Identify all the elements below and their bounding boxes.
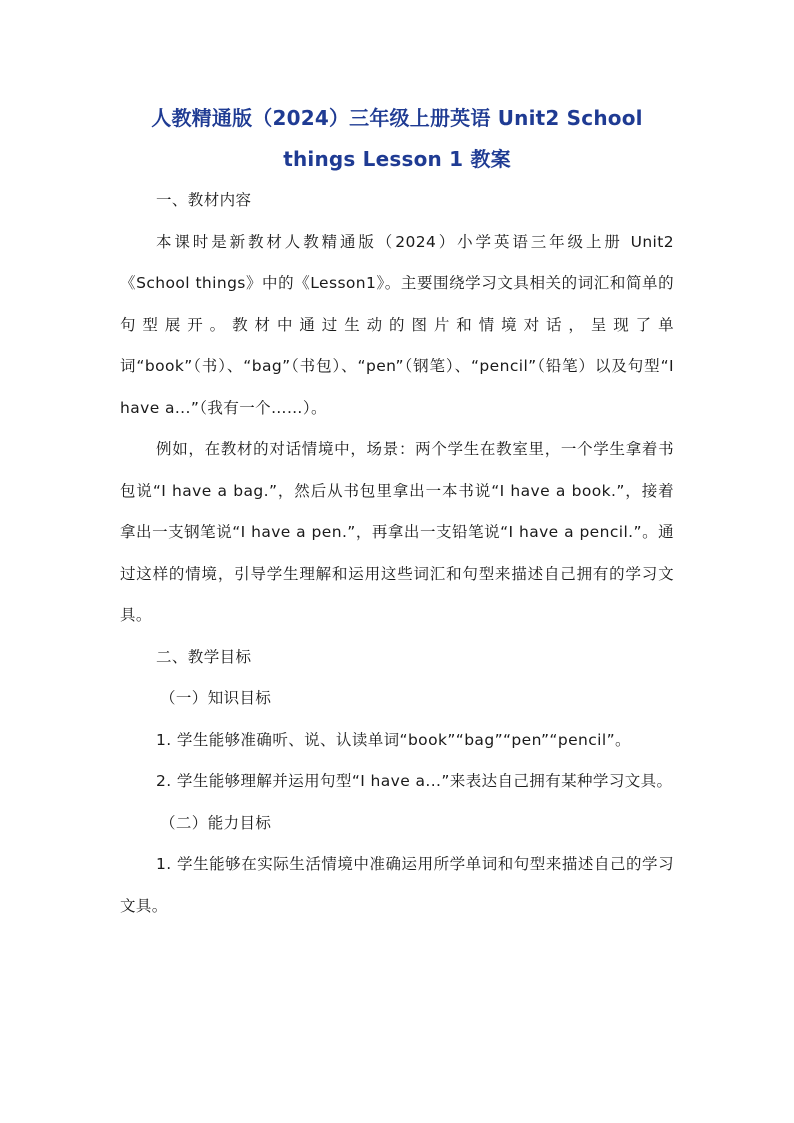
document-page bbox=[120, 98, 674, 927]
paragraph-dialogue-example: 例如，在教材的对话情境中，场景：两个学生在教室里，一个学生拿着书包说“I have a bag.”，然后从书包里拿出一本书说“I have a book.”，接着拿出一支钢笔说“I have a pen.”，再拿出一支铅笔说“I have a pencil.”。通过这样的情境，引导学生理解和运用这些词汇和句型来描述自己拥有的学习文具。 bbox=[120, 440, 674, 624]
goal-item-1: 1. 学生能够准确听、说、认读单词“book”“bag”“pen”“pencil”。 bbox=[156, 730, 631, 749]
document-title: 人教精通版（2024）三年级上册英语 Unit2 School things Lesson 1 教案 bbox=[151, 106, 643, 171]
section-heading-teaching-content: 一、教材内容 bbox=[156, 191, 252, 209]
goal-item-2: 2. 学生能够理解并运用句型“I have a...”来表达自己拥有某种学习文具。 bbox=[156, 772, 673, 790]
subheading-knowledge-goals: （一）知识目标 bbox=[160, 689, 272, 707]
section-heading-teaching-goals: 二、教学目标 bbox=[156, 647, 252, 666]
subheading-ability-goals: （二）能力目标 bbox=[160, 813, 272, 832]
paragraph-lesson-overview: 本课时是新教材人教精通版（2024）小学英语三年级上册 Unit2《School things》中的《Lesson1》。主要围绕学习文具相关的词汇和简单的句型展开。教材中通过生动的图片和情境对话，呈现了单词“book”（书）、“bag”（书包）、“pen”（钢笔）、“pencil”（铅笔）以及句型“I have a...”（我有一个……）。 bbox=[120, 232, 674, 417]
ability-goal-item-1: 1. 学生能够在实际生活情境中准确运用所学单词和句型来描述自己的学习文具。 bbox=[120, 855, 674, 915]
